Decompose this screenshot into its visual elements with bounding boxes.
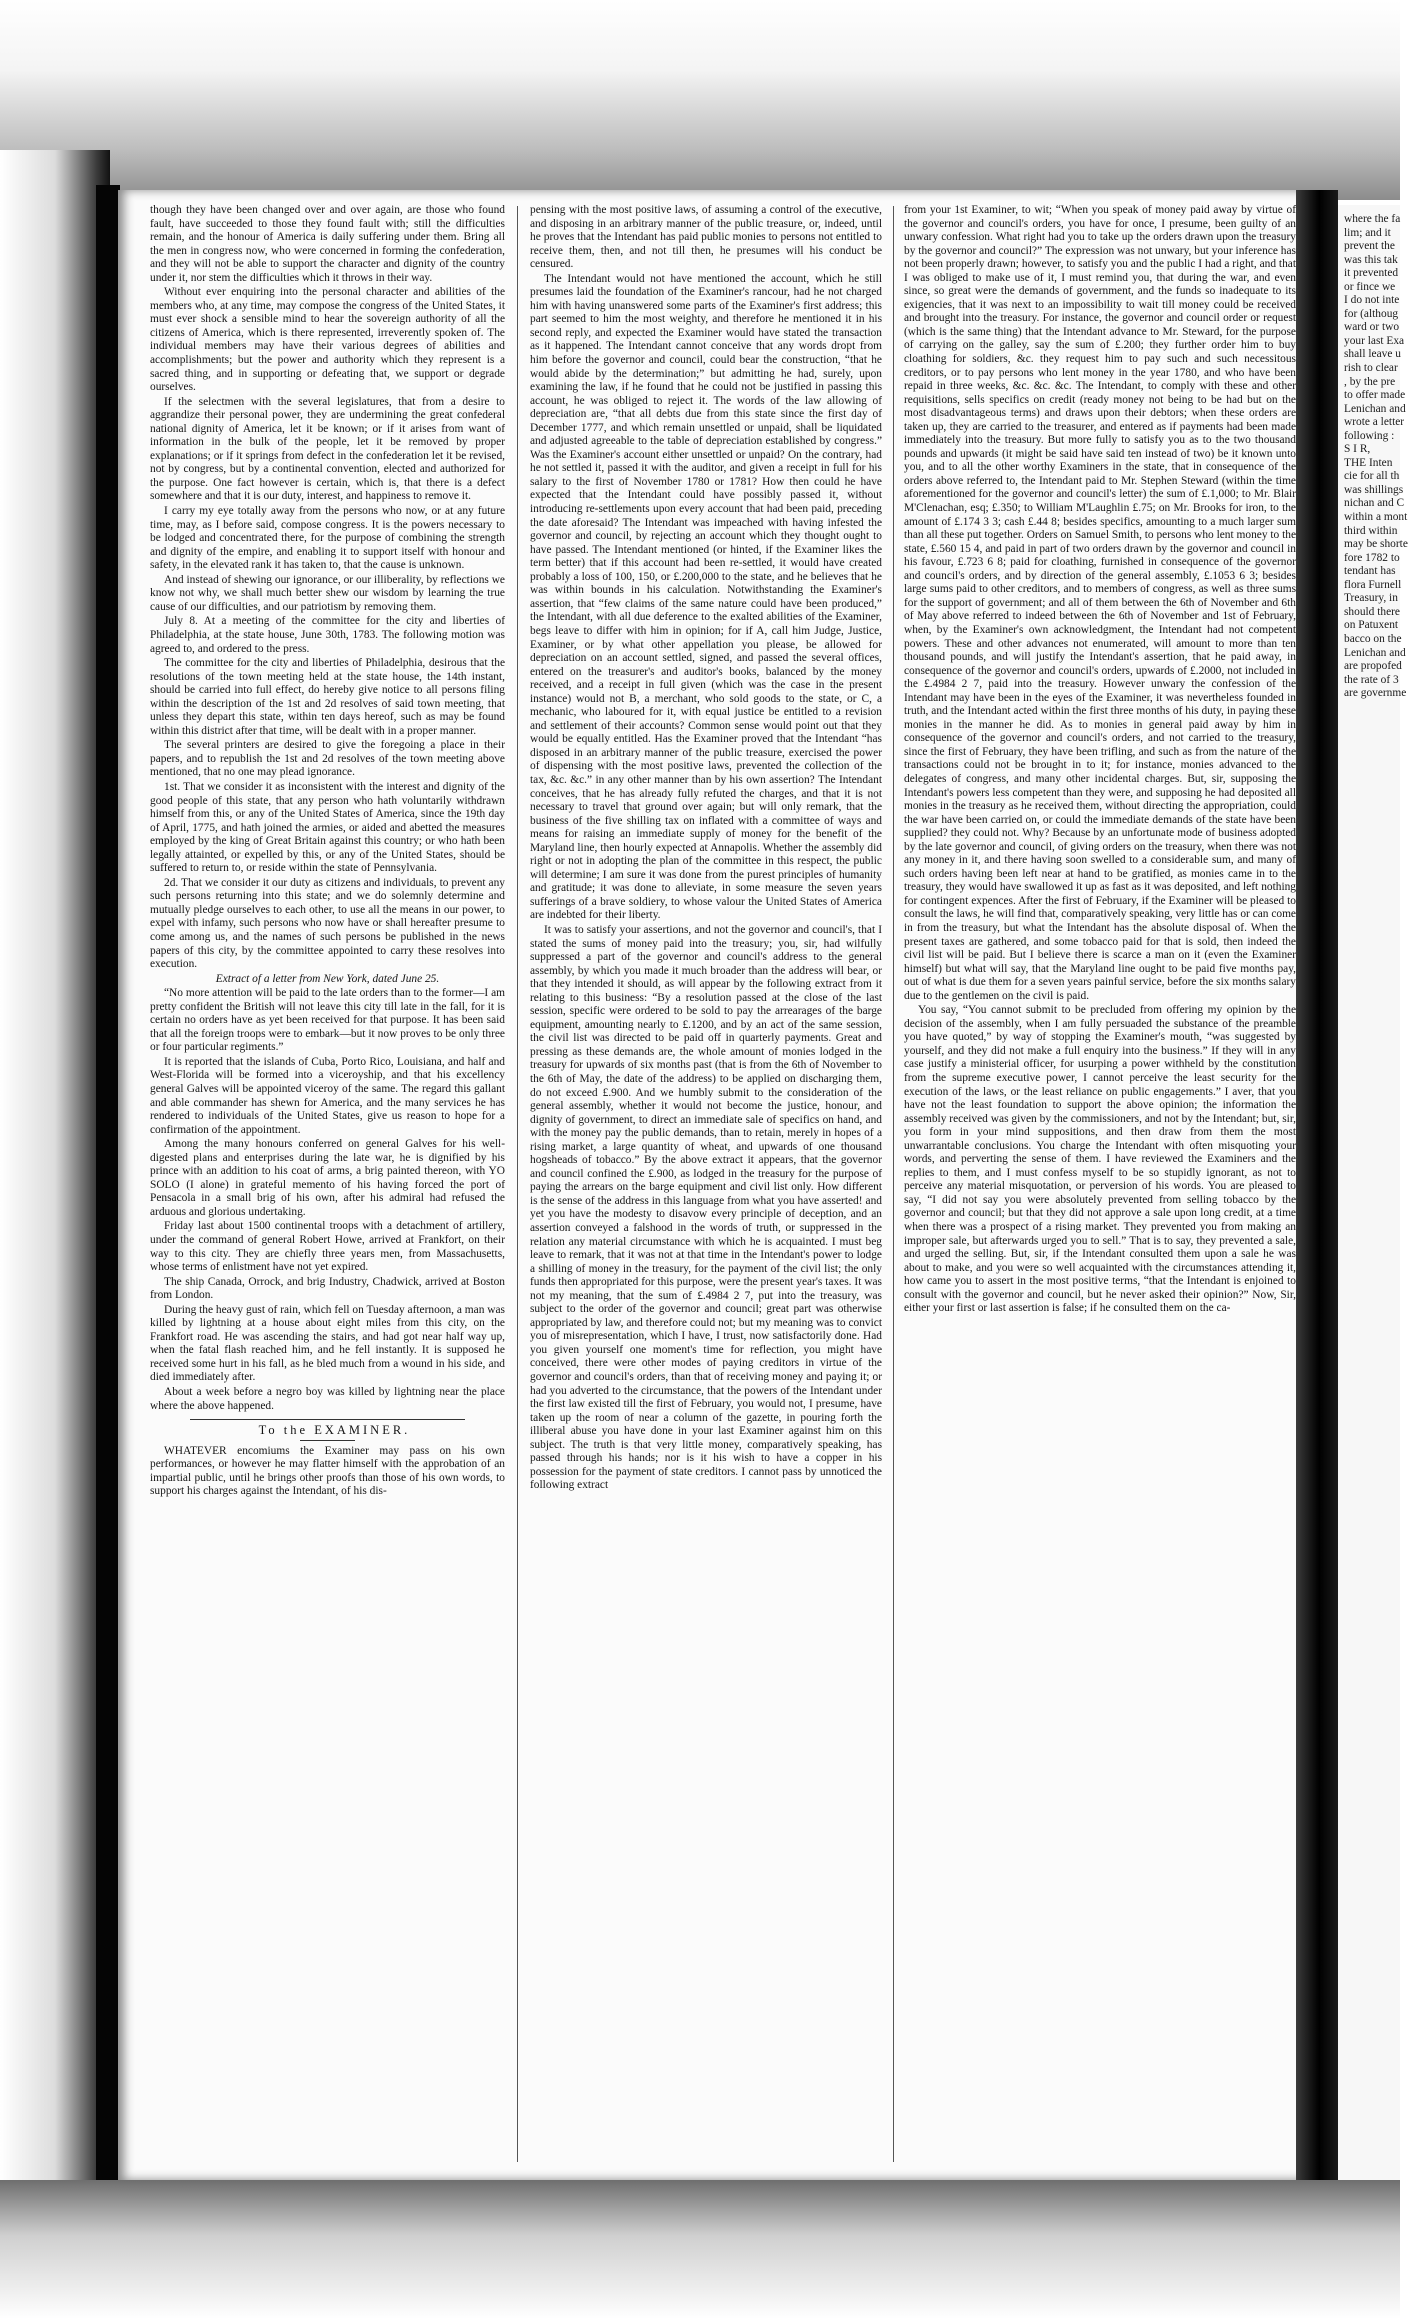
scan-left-margin [0,150,110,2319]
col1-paragraph: The several printers are desired to give the foregoing a place in their papers, and to republish the 1st and 2d resolves of the town meeting above mentioned, that no one may plead ignorance. [150,739,505,779]
col1-paragraph: If the selectmen with the several legislatures, that from a desire to aggrandize their personal power, they are undermining the great confederal national dignity of America, let it be known; or if it arises from want of information in the bulk of the people, let it be removed by proper explanations; or if it springs from defect in the confederation let it be revised, not by congress, but by a continental convention, elected and authorized for the purpose. One fact however is certain, which is, that there is a defect somewhere and that it is our duty, interest, and happiness to remove it. [150,395,505,503]
adjacent-page-line: the rate of 3 [1344,673,1399,686]
adjacent-page-line: to offer made [1344,389,1406,402]
col1-paragraph: It is reported that the islands of Cuba, Porto Rico, Louisiana, and half and West-Florida will be formed into a viceroyship, and that his excellency general Galves will be appointed viceroy of the same. The regard this gallant and able commander has shewn for America, and the many services he has rendered to individuals of the United States, give us reason to hope for a confirmation of the appointment. [150,1055,505,1136]
adjacent-page-line: was this tak [1344,253,1398,266]
adjacent-page-line: , by the pre [1344,375,1396,388]
adjacent-page-line: cie for all th [1344,470,1400,483]
adjacent-page-line: shall leave u [1344,348,1401,361]
adjacent-page-line: prevent the [1344,240,1395,253]
letter-extract-heading: Extract of a letter from New York, dated June 25. [215,972,440,985]
adjacent-page-line: bacco on the [1344,632,1402,645]
heading-underline [300,1440,355,1441]
scan-top-margin [0,0,1400,200]
col1-paragraph: The ship Canada, Orrock, and brig Industry, Chadwick, arrived at Boston from London. [150,1275,505,1302]
adjacent-page-line: fore 1782 to [1344,551,1400,564]
column-rule [893,206,894,2162]
col1-paragraph: Without ever enquiring into the personal character and abilities of the members who, at any time, may compose the congress of the United States, it must ever shock a sensible mind to hear the sovereign authority of all the citizens of America, which is there represented, irreverently spoken of. The individual members may have their various degrees of abilities and accomplishments; but the power and authority which they represent is a sacred thing, and in supporting or defeating that, we support or degrade ourselves. [150,286,505,394]
col3-paragraph: from your 1st Examiner, to wit; “When you speak of money paid away by virtue of the governor and council's orders, you have for once, I presume, been guilty of an unwary confession. What right had you to take up the orders drawn upon the treasury by the governor and council?” The expression was not unwary, but your inference has not been properly drawn; however, to satisfy you and the public I had a right, and that I was obliged to make use of it, I must remind you, that during the war, and even since, so great were the demands of government, and the funds so inadequate to its exigencies, that it was next to an impossibility to wait till money could be received and brought into the treasury. For instance, the governor and council order or request (which is the same thing) that the Intendant advance to Mr. Steward, for the purpose of carrying on the galley, say the sum of £.200; they further order him to buy cloathing for soldiers, &c. they request him to pay such and such necessitous creditors, or to pay persons who lent money in the year 1780, and who have been repaid in three weeks, &c. &c. &c. The Intendant, to comply with these and other requisitions, sells specifics on credit (ready money not being to be had but on the most disadvantageous terms) and draws upon their debtors; when these orders are taken up, they are carried to the treasurer, and entered as if payments had been made immediately into the treasury. But more fully to satisfy you as to the two thousand pounds and upwards (it might be said have said ten instead of two) be it known unto you, and to all the other worthy Examiners in the state, that in consequence of the orders above referred to, the Intendant paid to Mr. Stephen Steward (within the time aforementioned for the governor and council's letter) the sum of £.1,000; to Mr. Blair M'Clenachan, esq; £.350; to William M'Laughlin £.75; on Mr. Brooks for iron, to the amount of £.174 3 3; cash £.44 8; besides specifics, amounting to a much larger sum than all these put together. Orders on Samuel Smith, to persons who lent money to the state, £.560 15 4, and paid in part of two orders drawn by the governor and council in his favour, £.723 6 8; paid for cloathing, furnished in consequence of the governor and council's orders, and by direction of the general assembly, £.1053 6 3; besides large sums paid to other creditors, and to members of congress, as well as three sums for the support of government; and all of them between the 6th of November and 6th of May above referred to indeed between the 6th of November and 1st of February, when, by the Examiner's own acknowledgment, the Intendant had not competent powers. These and other advances not enumerated, will amount to more than ten thousand pounds, and will justify the Intendant's assertion, that he paid away, in consequence of the governor and council's orders, upwards of £.2000, not included in the £.4984 2 7, paid into the treasury. However unwary the confession of the Intendant may have been in the eyes of the Examiner, it was nevertheless founded in truth, and the Intendant acted within the first three months of his duty, in paying these monies in the manner he did. As to monies in general paid away by him in consequence of the governor and council's orders, and not carried to the treasury, since the first of February, they have been trifling, and such as from the nature of the transactions could not be brought in to it; for instance, monies advanced to the delegates of congress, and many other incidental charges. But, sir, supposing the Intendant's powers less competent than they were, and supposing he had deposited all monies in the treasury as he received them, without directing the appropriation, could the war have been carried on, or could the immediate demands of the state have been supplied? they could not. Why? Because by an unfortunate mode of business adopted by the late governor and council, of giving orders on the treasury, when there was not any money in it, and there having soon swelled to a considerable sum, and many of such orders having been left near at hand to be gratified, as monies came in to the treasury, they would have swallowed it up as fast as it was deposited, and left nothing for contingent expences. After the first of February, if the Examiner will be pleased to consult the laws, he will find that, comparatively speaking, very little has or can come in from the treasury, but what the Intendant has the absolute disposal of. When the present taxes are gathered, and some tobacco paid for that is sold, then indeed the civil list will be paid. But I believe there is scarce a man on it (even the Examiner himself) but what will say, that the Maryland line ought to be paid five months pay, out of what is due them for a seven years painful service, before the six months salary due to the gentlemen on the civil is paid. [904,204,1296,1002]
adjacent-page-line: was shillings [1344,483,1404,496]
adjacent-page-line: on Patuxent [1344,619,1399,632]
adjacent-page-line: S I R, [1344,443,1371,456]
col1-paragraph: And instead of shewing our ignorance, or our illiberality, by reflections we know not why, we shall much better shew our wisdom by learning the true cause of our difficulties, and our patriotism by removing them. [150,573,505,613]
col1-paragraph: 1st. That we consider it as inconsistent with the interest and dignity of the good people of this state, that any person who hath voluntarily withdrawn himself from this, or any of the United States of America, since the 19th day of April, 1775, and hath joined the armies, or aided and abetted the measures employed by the king of Great Britain against this country; or who hath been legally attainted, or expelled by this, or any of the United States, should be suffered to return to, or reside within the state of Pennsylvania. [150,780,505,875]
book-binding-edge [96,185,120,2305]
adjacent-page-line: Lenichan and [1344,646,1406,659]
adjacent-page-line: your last Exa [1344,334,1405,347]
col1-paragraph: The committee for the city and liberties of Philadelphia, desirous that the resolutions of the town meeting held at the state house, the 14th instant, should be carried into full effect, do hereby give notice to all persons filing within the description of the 1st and 2d resolves of said town meeting, that unless they depart this state, within ten days hereof, such as may be found within this district after that time, will be dealt with in a proper manner. [150,657,505,737]
col1-paragraph: About a week before a negro boy was killed by lightning near the place where the above happened. [150,1386,505,1412]
section-divider [190,1419,465,1420]
col1-paragraph: though they have been changed over and over again, are those who found fault, have succeeded to those they found fault with; still the difficulties remain, and the honour of America is daily suffering under them. Bring all the men in congress now, who were concerned in forming the confederation, and they will not be able to support the character and dignity of the country under it, nor stem the difficulties which it throws in their way. [150,204,505,284]
adjacent-page-line: or fince we [1344,280,1396,293]
adjacent-page-edge [1338,205,1408,2195]
col1-paragraph: I carry my eye totally away from the persons who now, or at any future time, may, as I before said, compose congress. It is the powers necessary to be lodged and concentrated there, for the purpose of combining the strength and dignity of the empire, and enabling it to support itself with honour and safety, in the elevated rank it has taken to, that the cause is unknown. [150,505,505,572]
adjacent-page-line: flora Furnell [1344,578,1402,591]
adjacent-page-line: it prevented [1344,267,1399,280]
col2-paragraph: pensing with the most positive laws, of assuming a control of the executive, and disposing in an arbitrary manner of the public treasure, or, indeed, until he proves that the Intendant has paid public monies to persons not entitled to receive them, then, and not till then, he presumes will his conduct be censured. [530,204,882,271]
col1-paragraph: During the heavy gust of rain, which fell on Tuesday afternoon, a man was killed by lightning at a house about eight miles from this city, on the Frankfort road. He was ascending the stairs, and had got near half way up, when the fatal flash reached him, and he fell instantly. It is supposed he received some hurt in his fall, as he bled much from a wound in his side, and died immediately after. [150,1303,505,1384]
column-1 [150,204,505,2170]
adjacent-page-line: tendant has [1344,565,1396,578]
col2-paragraph: The Intendant would not have mentioned the account, which he still presumes laid the foundation of the Examiner's rancour, had he not charged him with having unanswered some parts of the Examiner's first address; this part seemed to him the most weighty, and therefore he mentioned it in his second reply, and expected the Examiner would have stated the transaction as it happened. The Intendant cannot conceive that any words dropt from him before the governor and council, could bear the construction, “that he would abide by the determination;” but admitting he had, surely, upon examining the law, if he found that he could not be justified in passing this account, he was obliged to reject it. The words of the law allowing of depreciation are, “that all debts due from this state since the first day of December 1777, and which remain unsettled or unpaid, shall be liquidated and adjusted agreeable to the table of depreciation established by congress.” Was the Examiner's account either unsettled or unpaid? On the contrary, had he not settled it, passed it with the auditor, and given a receipt in full for his salary to the first of November 1780 or 1781? How then could he have expected that the Intendant could have possibly passed it, without introducing re-settlements upon every account that had been paid, preceding the date aforesaid? The Intendant was impeached with having infested the governor and council, by rejecting an account which they thought ought to have passed. The Intendant mentioned (or hinted, if the Examiner likes the term better) that if this account had been re-settled, it would have created probably a loss of 100, 150, or £.200,000 to the state, and he believes that he was within bounds in his calculation. Notwithstanding the Examiner's assertion, that “few claims of the same nature could have been produced,” the Intendant, with all due deference to the exalted abilities of the Examiner, begs leave to differ with him in opinion; for if A, call him Judge, Justice, Examiner, or by what other appellation you please, be allowed for depreciation on an account settled, signed, and passed the several offices, entered on the treasurer's and auditor's books, balanced by the money received, and a receipt in full given (which was the case in the present instance) would not B, a merchant, who sold goods to the state, or C, a mechanic, who laboured for it, with equal justice be entitled to a revision and settlement of their accounts? Common sense would point out that they would be equally entitled. Has the Examiner proved that the Intendant “has disposed in an arbitrary manner of the public treasure, exercised the power of dispensing with the most positive laws, prevented the collection of the tax, &c. &c.” in any other manner than by his own assertion? The Intendant conceives, that he has already fully refuted the charges, and that it is not necessary to travel that ground over again; but will only remark, that the business of the five shilling tax on inflated with a committee of ways and means for raising an immediate supply of money for the benefit of the Maryland line, then hourly expected at Annapolis. Whether the assembly did right or not in adopting the plan of the committee in this respect, the public will determine; I am sure it was done from the purest principles of humanity and gratitude; it was done to alleviate, in some measure the seven years sufferings of a brave soldiery, to whose valour the United States of America are indebted for their liberty. [530,272,882,922]
examiner-heading: To the EXAMINER. [258,1423,411,1438]
adjacent-page-line: nichan and C [1344,497,1405,510]
adjacent-page-line: I do not inte [1344,294,1400,307]
col1-paragraph: 2d. That we consider it our duty as citizens and individuals, to prevent any such persons returning into this state; and we do solemnly determine and mutually pledge ourselves to each other, to use all the means in our power, to expel with infamy, such persons who now have or shall hereafter presume to come among us, and the names of such persons be published in the news papers of this city, by the committee appointed to carry these resolves into execution. [150,876,505,971]
column-3 [904,204,1296,2170]
adjacent-page-line: for (althoug [1344,307,1399,320]
adjacent-page-line: should there [1344,605,1400,618]
adjacent-page-line: rish to clear [1344,362,1398,375]
adjacent-page-line: Lenichan and [1344,402,1406,415]
col2-paragraph: It was to satisfy your assertions, and not the governor and council's, that I stated the sums of money paid into the treasury; you, sir, had wilfully suppressed a part of the governor and council's address to the general assembly, by which you made it much broader than the address will bear, or that they intended it should, as will appear by the following extract from it relating to this business: “By a resolution passed at the close of the last session, specific were ordered to be sold to pay the arrearages of the barge equipment, amounting nearly to £.1200, and by an act of the same session, the civil list was directed to be paid off in quarterly payments. Great and pressing as these demands are, the whole amount of monies lodged in the treasury for upwards of six months past (that is from the 6th of November to the 6th of May, the date of the address) to be applied on discharging them, do not exceed £.900. And we humbly submit to the consideration of the general assembly, whether it would not become the justice, honour, and dignity of government, to direct an immediate sale of specifics on hand, and with the money pay the public demands, than to retain, merely in hopes of a rising market, a large quantity of wheat, and upwards of one thousand hogsheads of tobacco.” By the above extract it appears, that the governor and council confined the £.900, as lodged in the treasury for the purpose of paying the arrears on the barge equipment and civil list only. How different is the sense of the address in this language from what you have asserted! and yet you have the modesty to disavow every principle of deception, and an assertion conveyed a falshood in the words of truth, or suppressed in the relation any material circumstance with which he is acquainted. I must beg leave to remark, that it was not at that time in the Intendant's power to lodge a shilling of money in the treasury, for the payment of the civil list; the only funds then appropriated for this purpose, were the present year's taxes. It was not my meaning, that the sum of £.4984 2 7, put into the treasury, was subject to the order of the governor and council; great part was otherwise appropriated by law, and therefore could not; but my meaning was to convict you of misrepresentation, which I have, I trust, now satisfactorily done. Had you given yourself one moment's time for reflection, you might have conceived, there were other modes of paying creditors in virtue of the governor and council's orders, than that of receiving money and paying it; or had you adverted to the circumstance, that the powers of the Intendant under the first law existed till the first of February, you would not, I presume, have taken up the room of near a column of the gazette, in pouring forth the illiberal abuse you have done in your last Examiner against him on this subject. The truth is that very little money, comparatively speaking, has passed through his hands; nor is it his wish to have a copper in his possession for the payment of state creditors. I cannot pass by unnoticed the following extract [530,923,882,1492]
col1-paragraph: Among the many honours conferred on general Galves for his well-digested plans and enterprises during the late war, he is dignified by his prince with an addition to his coat of arms, a brig painted thereon, with YO SOLO (I alone) in grateful memento of his having forced the port of Pensacola in a small brig of his own, after his admiral had refused the arduous and glorious undertaking. [150,1138,505,1218]
adjacent-page-line: Treasury, in [1344,592,1398,605]
gutter-shadow [1296,190,1338,2270]
adjacent-page-line: third within [1344,524,1398,537]
column-rule [517,206,518,2162]
adjacent-page-line: may be shorte [1344,538,1408,551]
col3-paragraph: You say, “You cannot submit to be precluded from offering my opinion by the decision of the assembly, when I am fully persuaded the substance of the preamble you have quoted,” by way of stopping the Examiner's mouth, “was suggested by yourself, and they did not make a full enquiry into the business.” If they will in any case justify a ministerial officer, for usurping a power withheld by the constitution from the supreme executive power, I cannot perceive the least security for the execution of the laws, or the least reliance on public engagements.” I aver, that you have not the least foundation to support the above opinion; the information the assembly received was given by the commissioners, and not by the Intendant; but, sir, you form in your mind suppositions, and then draw from them the most unwarrantable conclusions. You charge the Intendant with often misquoting your words, and perverting the sense of them. I have reviewed the Examiners and the replies to them, and I must confess myself to be so stupidly ignorant, as not to perceive any material misquotation, or perversion of his words. You are pleased to say, “I did not say you were absolutely prevented from selling tobacco by the governor and council; but that they did not approve a sale upon long credit, at a time when there was a prospect of a rising market. They prevented you from making an improper sale, but afterwards urged you to sell.” That is to say, they prevented a sale, and urged the selling. But, sir, if the Intendant consulted them upon a sale he was about to make, and you were so well acquainted with the circumstances attending it, how came you to assert in the most positive terms, “that the Intendant is enjoined to consult with the governor and council, but he never asked their opinion?” Now, Sir, either your first or last assertion is false; if he consulted them on the ca- [904,1004,1296,1315]
col1-paragraph: Friday last about 1500 continental troops with a detachment of artillery, under the command of general Robert Howe, arrived at Frankfort, on their way to this city. They are chiefly three years men, from Massachusetts, whose terms of enlistment have not yet expired. [150,1220,505,1274]
adjacent-page-line: ward or two [1344,321,1400,334]
examiner-opening-paragraph: WHATEVER encomiums the Examiner may pass on his own performances, or however he may flatter himself with the approbation of an impartial public, until he brings other proofs than those of his own words, to support his charges against the Intendant, of his dis- [150,1444,505,1498]
adjacent-page-line: where the fa [1344,213,1401,225]
scan-bottom-margin [0,2180,1400,2319]
adjacent-page-line: lim; and it [1344,226,1391,239]
column-2 [530,204,882,2170]
adjacent-page-text [1338,205,1408,701]
adjacent-page-line: THE Inten [1344,456,1393,469]
adjacent-page-line: are propofed [1344,660,1402,673]
col1-paragraph: “No more attention will be paid to the late orders than to the former—I am pretty confident the British will not leave this city till late in the fall, for it is certain no orders have as yet been received for that purpose. It has been said that all the foreign troops were to embark—but it now proves to be only three or four particular regiments.” [150,987,505,1054]
adjacent-page-line: are governme [1344,687,1407,700]
newspaper-page [118,190,1318,2180]
adjacent-page-line: following : [1344,429,1395,442]
adjacent-page-line: wrote a letter [1344,416,1405,429]
adjacent-page-line: within a mont [1344,511,1408,524]
col1-paragraph: July 8. At a meeting of the committee for the city and liberties of Philadelphia, at the state house, June 30th, 1783. The following motion was agreed to, and ordered to the press. [150,615,505,655]
